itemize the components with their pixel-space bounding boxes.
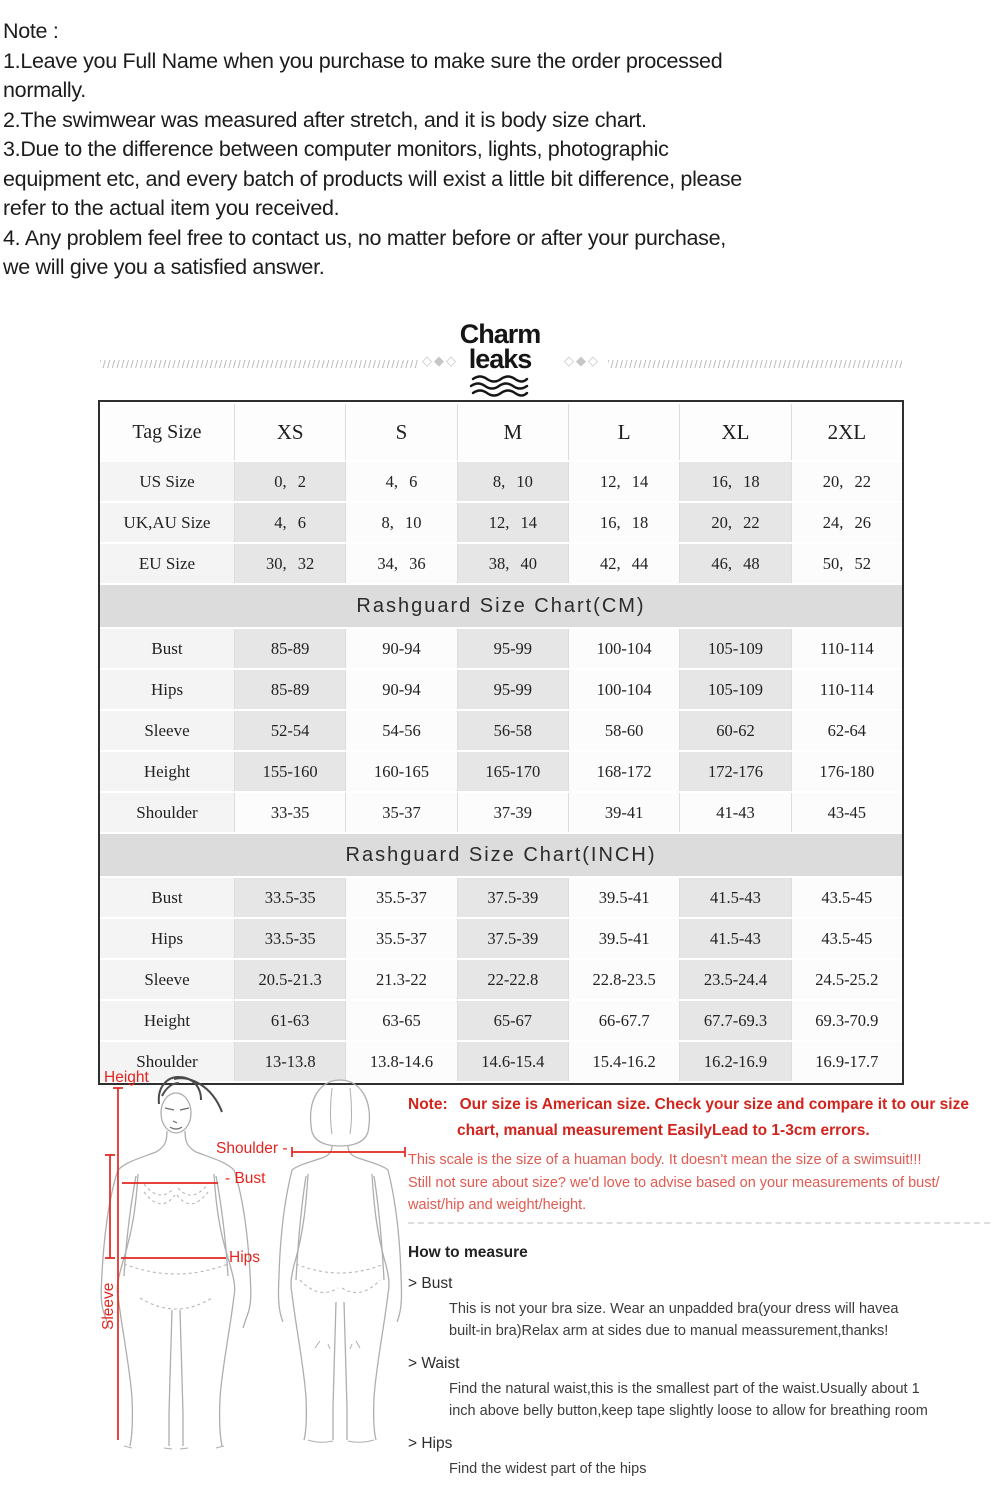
size-value-cell: 105-109 <box>679 629 790 668</box>
size-value-cell: 16, 18 <box>679 462 790 501</box>
seller-note-line: we will give you a satisfied answer. <box>3 255 325 279</box>
table-row-height <box>100 1001 902 1040</box>
size-value-cell: 37.5-39 <box>457 878 568 917</box>
inch-section-header <box>100 834 902 876</box>
seller-note-line: 2.The swimwear was measured after stretch, and it is body size chart. <box>3 107 647 132</box>
row-label: Bust <box>100 878 234 917</box>
size-value-cell: 69.3-70.9 <box>791 1001 902 1040</box>
size-value-cell: 105-109 <box>679 670 790 709</box>
size-table-header-row <box>100 404 902 460</box>
size-value-cell: 24.5-25.2 <box>791 960 902 999</box>
brand-logo <box>450 319 550 397</box>
row-label: Height <box>100 1001 234 1040</box>
table-row-shoulder <box>100 793 902 832</box>
header-size-L: L <box>568 404 679 460</box>
red-note-light-line: Still not sure about size? we'd love to advise based on your measurements of bust/ <box>408 1174 940 1191</box>
how-to-measure-section <box>408 1244 996 1480</box>
diamond-ornament-icon: ◇◆◇ <box>564 353 600 368</box>
dashed-divider <box>408 1222 990 1224</box>
size-value-cell: 16, 18 <box>568 503 679 542</box>
size-value-cell: 35.5-37 <box>345 919 456 958</box>
brand-name-line2: leaks <box>468 344 532 374</box>
table-row-sleeve <box>100 711 902 750</box>
size-value-cell: 20.5-21.3 <box>234 960 345 999</box>
bust-label: - Bust <box>225 1170 266 1187</box>
shoulder-label: Shoulder - <box>216 1140 288 1157</box>
seller-note-line: normally. <box>3 78 86 102</box>
row-label: Shoulder <box>100 1042 234 1081</box>
size-value-cell: 12, 14 <box>568 462 679 501</box>
table-row-us-size <box>100 462 902 501</box>
measure-desc-line: This is not your bra size. Wear an unpadded bra(your dress will havea <box>449 1301 899 1317</box>
size-value-cell: 100-104 <box>568 670 679 709</box>
size-value-cell: 4, 6 <box>234 503 345 542</box>
size-value-cell: 43-45 <box>791 793 902 832</box>
row-label: Shoulder <box>100 793 234 832</box>
size-value-cell: 46, 48 <box>679 544 790 583</box>
size-value-cell: 22.8-23.5 <box>568 960 679 999</box>
size-value-cell: 95-99 <box>457 629 568 668</box>
size-value-cell: 67.7-69.3 <box>679 1001 790 1040</box>
diamond-ornament-icon: ◇◆◇ <box>422 353 458 368</box>
size-value-cell: 38, 40 <box>457 544 568 583</box>
red-note-light-line: waist/hip and weight/height. <box>408 1197 587 1213</box>
size-value-cell: 43.5-45 <box>791 919 902 958</box>
size-value-cell: 13.8-14.6 <box>345 1042 456 1081</box>
measure-desc-line: Find the widest part of the hips <box>449 1461 647 1477</box>
table-row-hips <box>100 919 902 958</box>
red-note-light-line: This scale is the size of a huaman body. It doesn't mean the size of a swimsuit!!! <box>408 1152 922 1168</box>
size-value-cell: 35.5-37 <box>345 878 456 917</box>
size-value-cell: 66-67.7 <box>568 1001 679 1040</box>
size-value-cell: 54-56 <box>345 711 456 750</box>
size-value-cell: 33-35 <box>234 793 345 832</box>
size-value-cell: 39-41 <box>568 793 679 832</box>
size-value-cell: 176-180 <box>791 752 902 791</box>
measuring-diagram <box>60 1068 415 1468</box>
row-label: Sleeve <box>100 960 234 999</box>
size-value-cell: 172-176 <box>679 752 790 791</box>
size-value-cell: 0, 2 <box>234 462 345 501</box>
header-size-S: S <box>345 404 456 460</box>
seller-note-line: 3.Due to the difference between computer monitors, lights, photographic <box>3 137 669 161</box>
table-row-bust <box>100 878 902 917</box>
size-value-cell: 21.3-22 <box>345 960 456 999</box>
size-value-cell: 65-67 <box>457 1001 568 1040</box>
size-value-cell: 85-89 <box>234 629 345 668</box>
size-value-cell: 58-60 <box>568 711 679 750</box>
size-value-cell: 16.9-17.7 <box>791 1042 902 1081</box>
size-value-cell: 50, 52 <box>791 544 902 583</box>
brand-band <box>98 320 904 398</box>
header-size-M: M <box>457 404 568 460</box>
size-value-cell: 39.5-41 <box>568 878 679 917</box>
table-row-bust <box>100 629 902 668</box>
size-value-cell: 41-43 <box>679 793 790 832</box>
size-value-cell: 14.6-15.4 <box>457 1042 568 1081</box>
size-value-cell: 52-54 <box>234 711 345 750</box>
hatch-divider-left <box>100 360 418 368</box>
size-value-cell: 8, 10 <box>457 462 568 501</box>
size-value-cell: 33.5-35 <box>234 919 345 958</box>
size-value-cell: 160-165 <box>345 752 456 791</box>
size-value-cell: 90-94 <box>345 629 456 668</box>
red-note-bold-line: chart, manual measurement EasilyLead to 1-3cm errors. <box>457 1122 870 1139</box>
size-value-cell: 33.5-35 <box>234 878 345 917</box>
size-value-cell: 12, 14 <box>457 503 568 542</box>
header-size-XL: XL <box>679 404 790 460</box>
red-note-bold-line: Our size is American size. Check your size and compare it to our size <box>459 1096 969 1113</box>
hips-label: Hips <box>229 1249 261 1266</box>
size-value-cell: 39.5-41 <box>568 919 679 958</box>
table-row-hips <box>100 670 902 709</box>
measure-desc-line: built-in bra)Relax arm at sides due to manual meassurement,thanks! <box>449 1323 889 1339</box>
header-size-XS: XS <box>234 404 345 460</box>
size-value-cell: 155-160 <box>234 752 345 791</box>
row-label: UK,AU Size <box>100 503 234 542</box>
size-value-cell: 35-37 <box>345 793 456 832</box>
hatch-divider-right <box>608 360 902 368</box>
waves-icon <box>469 375 531 397</box>
measure-item-bust: > Bust <box>408 1275 453 1292</box>
size-value-cell: 168-172 <box>568 752 679 791</box>
size-value-cell: 15.4-16.2 <box>568 1042 679 1081</box>
row-label: US Size <box>100 462 234 501</box>
size-value-cell: 24, 26 <box>791 503 902 542</box>
size-value-cell: 41.5-43 <box>679 878 790 917</box>
size-value-cell: 8, 10 <box>345 503 456 542</box>
seller-note-line: equipment etc, and every batch of products will exist a little bit difference, please <box>3 166 742 191</box>
red-note-light-text <box>408 1149 996 1217</box>
brand-name-line1: Charm <box>459 319 541 349</box>
table-row-height <box>100 752 902 791</box>
size-value-cell: 63-65 <box>345 1001 456 1040</box>
size-value-cell: 85-89 <box>234 670 345 709</box>
height-label: Height <box>104 1069 149 1086</box>
sleeve-label: Sleeve <box>100 1282 117 1330</box>
row-label: Bust <box>100 629 234 668</box>
seller-note-line: refer to the actual item you received. <box>3 196 340 220</box>
size-value-cell: 100-104 <box>568 629 679 668</box>
size-value-cell: 62-64 <box>791 711 902 750</box>
measure-item-waist: > Waist <box>408 1355 460 1372</box>
row-label: EU Size <box>100 544 234 583</box>
row-label: Hips <box>100 670 234 709</box>
size-value-cell: 41.5-43 <box>679 919 790 958</box>
size-value-cell: 95-99 <box>457 670 568 709</box>
size-value-cell: 37-39 <box>457 793 568 832</box>
size-value-cell: 43.5-45 <box>791 878 902 917</box>
measure-desc-line: Find the natural waist,this is the smallest part of the waist.Usually about 1 <box>449 1381 920 1397</box>
cm-section-header <box>100 585 902 627</box>
size-value-cell: 61-63 <box>234 1001 345 1040</box>
size-value-cell: 110-114 <box>791 670 902 709</box>
row-label: Sleeve <box>100 711 234 750</box>
measure-desc-line: inch above belly button,keep tape slightly loose to allow for breathing room <box>449 1403 928 1419</box>
seller-note <box>3 17 863 283</box>
row-label: Height <box>100 752 234 791</box>
size-value-cell: 110-114 <box>791 629 902 668</box>
table-row-eu-size <box>100 544 902 583</box>
size-value-cell: 56-58 <box>457 711 568 750</box>
inch-section-header-title: Rashguard Size Chart(INCH) <box>100 834 902 876</box>
size-table <box>98 400 904 1085</box>
size-value-cell: 23.5-24.4 <box>679 960 790 999</box>
size-value-cell: 60-62 <box>679 711 790 750</box>
cm-section-header-title: Rashguard Size Chart(CM) <box>100 585 902 627</box>
size-value-cell: 20, 22 <box>679 503 790 542</box>
size-value-cell: 42, 44 <box>568 544 679 583</box>
size-value-cell: 34, 36 <box>345 544 456 583</box>
red-note-label: Note: <box>408 1096 448 1113</box>
size-value-cell: 16.2-16.9 <box>679 1042 790 1081</box>
size-value-cell: 13-13.8 <box>234 1042 345 1081</box>
table-row-uk-au-size <box>100 503 902 542</box>
size-value-cell: 20, 22 <box>791 462 902 501</box>
table-row-sleeve <box>100 960 902 999</box>
american-size-note <box>408 1092 996 1217</box>
size-value-cell: 90-94 <box>345 670 456 709</box>
header-tag-size: Tag Size <box>100 404 234 460</box>
size-value-cell: 37.5-39 <box>457 919 568 958</box>
size-value-cell: 165-170 <box>457 752 568 791</box>
row-label: Hips <box>100 919 234 958</box>
size-value-cell: 22-22.8 <box>457 960 568 999</box>
seller-note-title: Note : <box>3 19 59 43</box>
size-value-cell: 30, 32 <box>234 544 345 583</box>
how-to-measure-title: How to measure <box>408 1244 528 1261</box>
measure-item-hips: > Hips <box>408 1435 453 1452</box>
header-size-2XL: 2XL <box>791 404 902 460</box>
seller-note-line: 1.Leave you Full Name when you purchase to make sure the order processed <box>3 48 723 73</box>
seller-note-line: 4. Any problem feel free to contact us, no matter before or after your purchase, <box>3 225 726 250</box>
size-value-cell: 4, 6 <box>345 462 456 501</box>
